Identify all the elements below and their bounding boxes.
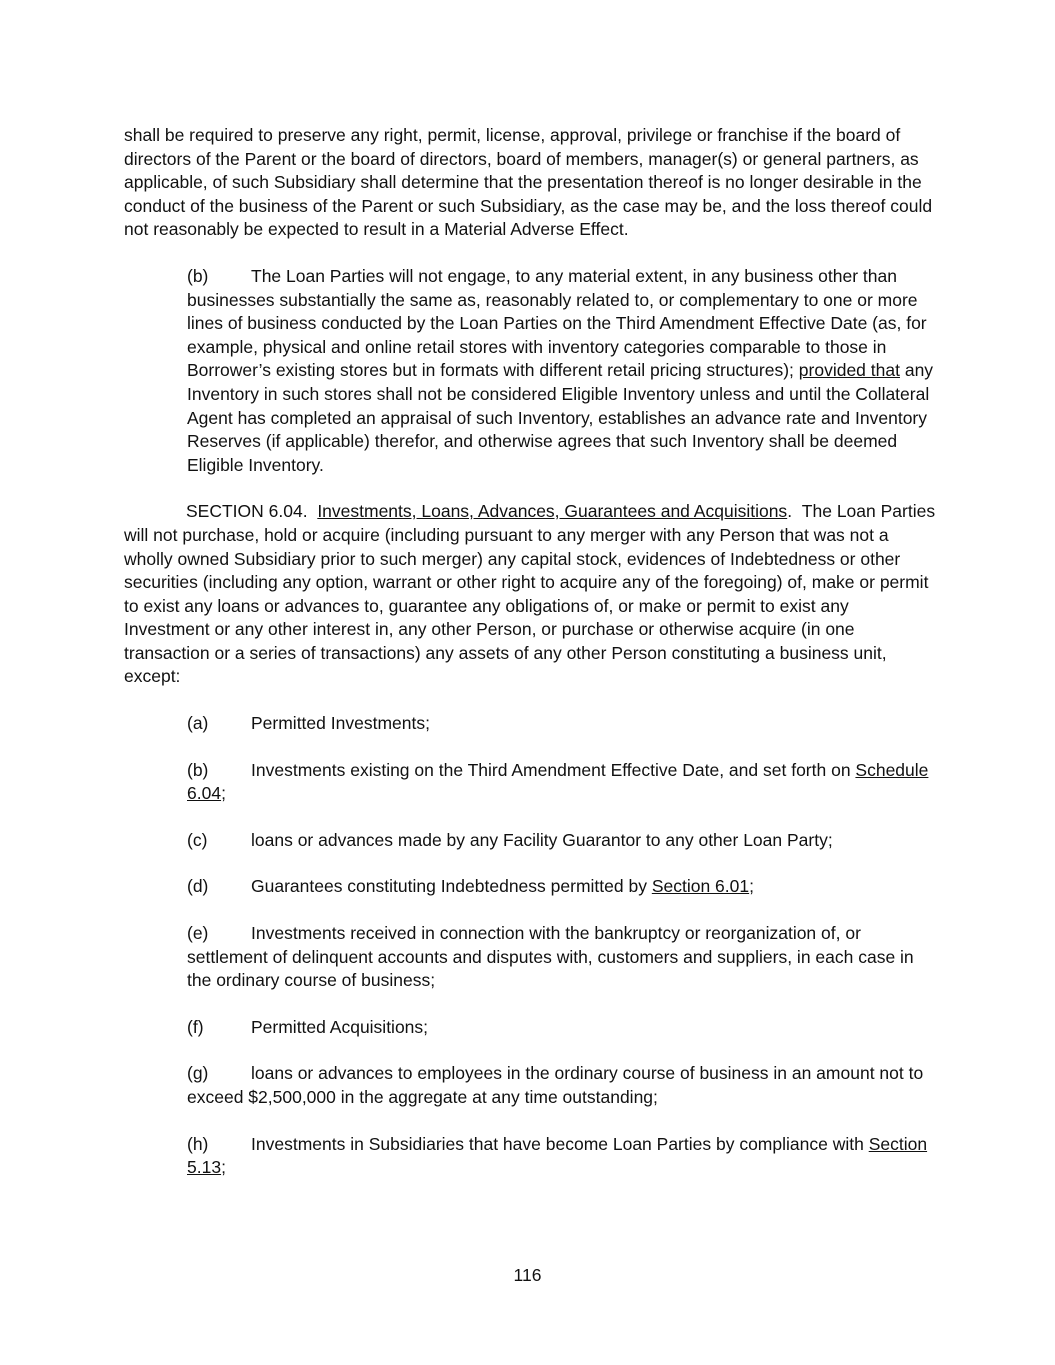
section-6-01-link[interactable]: Section 6.01 (651, 876, 750, 897)
paragraph-b-text-1: The Loan Parties will not engage, to any material extent, in any business other than businesses substantially the same as, reasonably related to, or complementary to one or more lines of business conducted by the Loan Parties on the Third Amendment Effective Date (as, for example, physical and online retail stores with inventory categories comparable to those in Borrower’s existing stores but in formats with different retail pricing structures); (187, 265, 927, 381)
schedule-6-04-link[interactable]: Schedule 6.04 (187, 759, 929, 804)
list-item-d: (d) Guarantees constituting Indebtedness permitted by Section 6.01; (124, 875, 936, 899)
paragraph-b (124, 265, 936, 477)
item-label: (h) (187, 1133, 209, 1154)
paragraph-b-text-2: any Inventory in such stores shall not be considered Eligible Inventory unless and until the Collateral Agent has completed an appraisal of such Inventory, establishes an advance rate and Inventory Reserves (if applicable) therefor, and otherwise agrees that such Inventory shall be deemed Eligible Inventory. (187, 360, 934, 475)
list-item-h: (h) Investments in Subsidiaries that have become Loan Parties by compliance with Section 5.13; (187, 1133, 928, 1178)
section-6-04: SECTION 6.04. Investments, Loans, Advances, Guarantees and Acquisitions. The Loan Parties will not purchase, hold or acquire (including pursuant to any merger with any Person that was not a wholly owned Subsidiary prior to such merger) any capital stock, evidences of Indebtedness or other securities (including any option, warrant or other right to acquire any of the foregoing) of, make or permit to exist any loans or advances to, guarantee any obligations of, or make or permit to exist any Investment or any other interest in, any other Person, or purchase or otherwise acquire (in one transaction or a series of transactions) any assets of any other Person constituting a business unit, except: (124, 501, 936, 687)
list-item-g: (g) loans or advances to employees in the ordinary course of business in an amount not to exceed $2,500,000 in the aggregate at any time outstanding; (187, 1063, 924, 1107)
item-label: (b) (187, 759, 209, 780)
list-item-a: (a) Permitted Investments; (124, 712, 936, 736)
item-label: (b) (187, 265, 209, 286)
item-label: (f) (187, 1016, 204, 1037)
list-item-f: (f) Permitted Acquisitions; (124, 1016, 936, 1040)
item-label: (e) (187, 923, 209, 944)
document-page (124, 124, 936, 1180)
section-number: SECTION 6.04. (186, 501, 308, 522)
page-number: 116 (513, 1265, 542, 1285)
item-label: (a) (187, 713, 209, 734)
paragraph-continuation: shall be required to preserve any right, permit, license, approval, privilege or franchise if the board of directors of the Parent or the board of directors, board of members, manager(s) or general partners, as applicable, of such Subsidiary shall determine that the presentation thereof is no longer desirable in the conduct of the business of the Parent or such Subsidiary, as the case may be, and the loss thereof could not reasonably be expected to result in a Material Adverse Effect. (124, 125, 933, 240)
list-item-c: (c) loans or advances made by any Facility Guarantor to any other Loan Party; (124, 829, 936, 853)
provided-that-term: provided that (798, 360, 900, 381)
list-item-b: (b) Investments existing on the Third Amendment Effective Date, and set forth on Schedule 6.04; (187, 759, 929, 804)
section-title: Investments, Loans, Advances, Guarantees and Acquisitions (317, 501, 788, 522)
section-text: The Loan Parties will not purchase, hold or acquire (including pursuant to any merger with any Person that was not a wholly owned Subsidiary prior to such merger) any capital stock, evidences of Indebtedness or other securities (including any option, warrant or other right to acquire any of the foregoing) of, make or permit to exist any loans or advances to, guarantee any obligations of, or make or permit to exist any Investment or any other interest in, any other Person, or purchase or otherwise acquire (in one transaction or a series of transactions) any assets of any other Person constituting a business unit, except: (124, 501, 936, 687)
item-label: (g) (187, 1063, 209, 1084)
section-5-13-link[interactable]: Section 5.13 (187, 1133, 928, 1178)
item-label: (c) (187, 829, 208, 850)
list-item-e: (e) Investments received in connection with the bankruptcy or reorganization of, or settlement of delinquent accounts and disputes with, customers and suppliers, in each case in the ordinary course of business; (187, 923, 914, 991)
item-label: (d) (187, 876, 209, 897)
